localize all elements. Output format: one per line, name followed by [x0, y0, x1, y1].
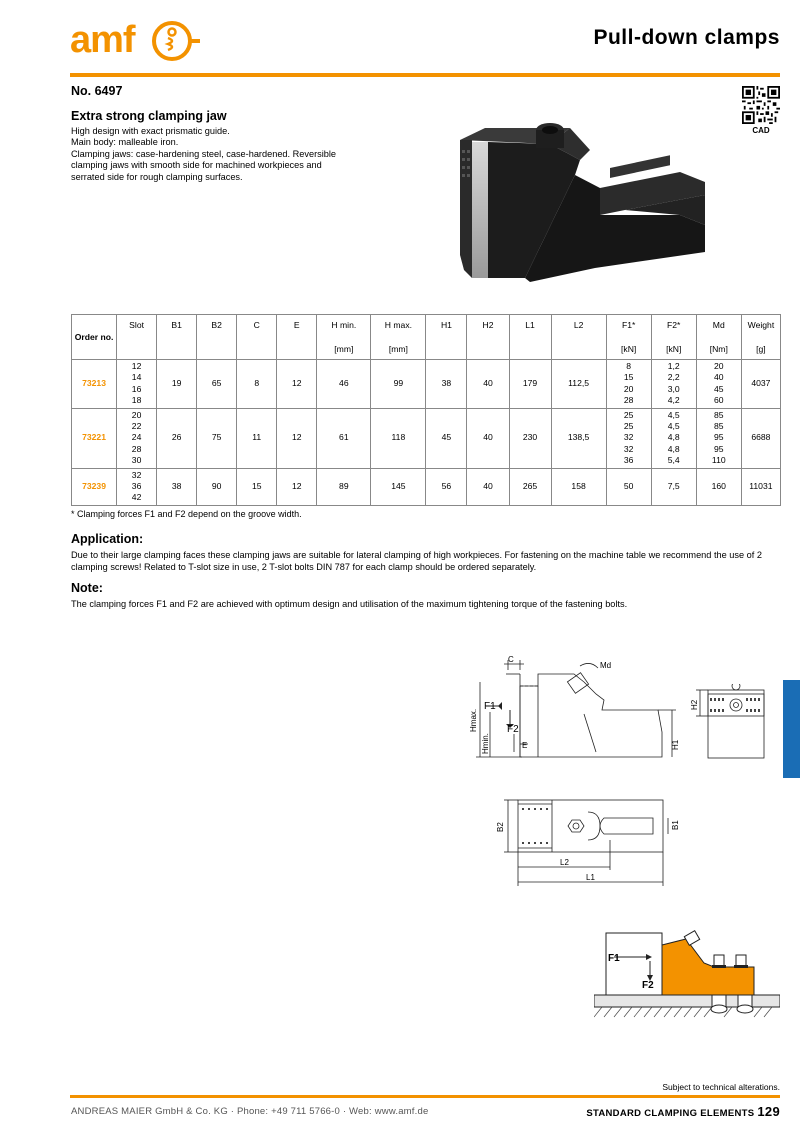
label-hmax: Hmax.	[469, 708, 478, 732]
b1-cell: 38	[157, 468, 197, 505]
spec-table	[71, 314, 781, 506]
md-cell: 20 40 45 60	[696, 360, 741, 409]
c-cell: 8	[237, 360, 277, 409]
cad-qr-code[interactable]	[742, 86, 780, 124]
header-rule	[70, 73, 780, 77]
col-header-md: Md [Nm]	[696, 315, 741, 360]
f2-cell: 7,5	[651, 468, 696, 505]
col-header-hmin: H min. [mm]	[317, 315, 371, 360]
hmin-cell: 61	[317, 408, 371, 468]
hmax-cell: 118	[371, 408, 426, 468]
md-cell: 85 85 95 95 110	[696, 408, 741, 468]
hmin-cell: 89	[317, 468, 371, 505]
h2-cell: 40	[467, 408, 509, 468]
table-footnote: * Clamping forces F1 and F2 depend on the groove width.	[71, 509, 302, 519]
order-number[interactable]: 73239	[72, 468, 117, 505]
table-row	[72, 468, 781, 505]
slot-cell: 32 36 42	[117, 468, 157, 505]
b2-cell: 90	[197, 468, 237, 505]
description-line: High design with exact prismatic guide.	[71, 126, 230, 136]
side-view-drawing	[462, 652, 692, 767]
product-photo	[450, 120, 720, 290]
application-heading: Application:	[71, 532, 144, 546]
col-header-l1: L1	[509, 315, 551, 360]
label-f1: F1	[484, 701, 496, 712]
product-description	[71, 126, 371, 183]
section-tab	[783, 680, 800, 778]
e-cell: 12	[277, 408, 317, 468]
b2-cell: 65	[197, 360, 237, 409]
amf-logo	[70, 18, 200, 64]
col-header-e: E	[277, 315, 317, 360]
col-header-h2: H2	[467, 315, 509, 360]
col-header-l2: L2	[551, 315, 606, 360]
col-header-f1: F1* [kN]	[606, 315, 651, 360]
description-line: clamping jaws with smooth side for machined workpieces and	[71, 160, 322, 171]
description-line: Clamping jaws: case-hardening steel, case-hardened. Reversible	[71, 148, 337, 159]
label-e: E	[522, 741, 528, 750]
hmin-cell: 46	[317, 360, 371, 409]
company-info: ANDREAS MAIER GmbH & Co. KG · Phone: +49 711 5766-0 · Web: www.amf.de	[71, 1106, 429, 1117]
l2-cell: 112,5	[551, 360, 606, 409]
label-l2: L2	[560, 858, 569, 867]
note-heading: Note:	[71, 581, 103, 595]
f2-cell: 4,5 4,5 4,8 4,8 5,4	[651, 408, 696, 468]
order-number[interactable]: 73221	[72, 408, 117, 468]
c-cell: 15	[237, 468, 277, 505]
h2-cell: 40	[467, 360, 509, 409]
col-header-f2: F2* [kN]	[651, 315, 696, 360]
e-cell: 12	[277, 360, 317, 409]
note-text: The clamping forces F1 and F2 are achieved with optimum design and utilisation of the maximum tightening torque of the fastening bolts.	[71, 599, 628, 609]
col-header-b1: B1	[157, 315, 197, 360]
illustration-label-f1: F1	[608, 953, 620, 964]
col-header-b2: B2	[197, 315, 237, 360]
l2-cell: 158	[551, 468, 606, 505]
f1-cell: 50	[606, 468, 651, 505]
application-illustration	[594, 925, 780, 1025]
slot-cell: 20 22 24 28 30	[117, 408, 157, 468]
label-l1: L1	[586, 873, 595, 882]
md-cell: 160	[696, 468, 741, 505]
label-md: Md	[600, 661, 612, 670]
l1-cell: 265	[509, 468, 551, 505]
hmax-cell: 99	[371, 360, 426, 409]
b1-cell: 26	[157, 408, 197, 468]
svg-text:amf: amf	[70, 19, 135, 61]
col-header-order-no: Order no.	[72, 315, 117, 360]
col-header-c: C	[237, 315, 277, 360]
h1-cell: 45	[426, 408, 467, 468]
h2-cell: 40	[467, 468, 509, 505]
article-number: No. 6497	[71, 84, 123, 98]
weight-cell: 11031	[741, 468, 780, 505]
col-header-h1: H1	[426, 315, 467, 360]
h1-cell: 38	[426, 360, 467, 409]
label-h1: H1	[671, 739, 680, 750]
disclaimer: Subject to technical alterations.	[662, 1082, 780, 1092]
description-line: Main body: malleable iron.	[71, 137, 179, 148]
h1-cell: 56	[426, 468, 467, 505]
f1-cell: 25 25 32 32 36	[606, 408, 651, 468]
page-number: 129	[757, 1104, 780, 1119]
label-f2: F2	[507, 724, 519, 735]
order-number[interactable]: 73213	[72, 360, 117, 409]
table-header-row	[72, 315, 781, 360]
application-text: Due to their large clamping faces these clamping jaws are suitable for lateral clamping of high workpieces. For fastening on the machine table we recommend the use of 2 clamping screws! Related to T-slot size in use, 2 T-slot bolts DIN 787 for each clamp should be ordered separately.	[71, 550, 762, 573]
f2-cell: 1,2 2,2 3,0 4,2	[651, 360, 696, 409]
hmax-cell: 145	[371, 468, 426, 505]
label-h2: H2	[690, 699, 699, 710]
illustration-label-f2: F2	[642, 980, 654, 991]
col-header-weight: Weight [g]	[741, 315, 780, 360]
e-cell: 12	[277, 468, 317, 505]
table-row	[72, 408, 781, 468]
col-header-hmax: H max. [mm]	[371, 315, 426, 360]
footer-section	[586, 1104, 780, 1119]
label-c: C	[508, 655, 514, 664]
f1-cell: 8 15 20 28	[606, 360, 651, 409]
cad-label: CAD	[752, 126, 770, 135]
weight-cell: 4037	[741, 360, 780, 409]
description-line: serrated side for rough clamping surfaces.	[71, 171, 243, 182]
slot-cell: 12 14 16 18	[117, 360, 157, 409]
label-hmin: Hmin.	[481, 733, 490, 754]
page-title: Pull-down clamps	[593, 26, 780, 49]
b1-cell: 19	[157, 360, 197, 409]
col-header-slot: Slot	[117, 315, 157, 360]
end-view-drawing	[688, 684, 770, 764]
footer-rule	[70, 1095, 780, 1098]
label-b2: B2	[496, 822, 505, 832]
l2-cell: 138,5	[551, 408, 606, 468]
top-view-drawing	[488, 792, 688, 887]
section-name: STANDARD CLAMPING ELEMENTS	[586, 1108, 755, 1119]
b2-cell: 75	[197, 408, 237, 468]
weight-cell: 6688	[741, 408, 780, 468]
l1-cell: 230	[509, 408, 551, 468]
label-b1: B1	[671, 820, 680, 830]
l1-cell: 179	[509, 360, 551, 409]
c-cell: 11	[237, 408, 277, 468]
product-name: Extra strong clamping jaw	[71, 109, 227, 123]
table-row	[72, 360, 781, 409]
